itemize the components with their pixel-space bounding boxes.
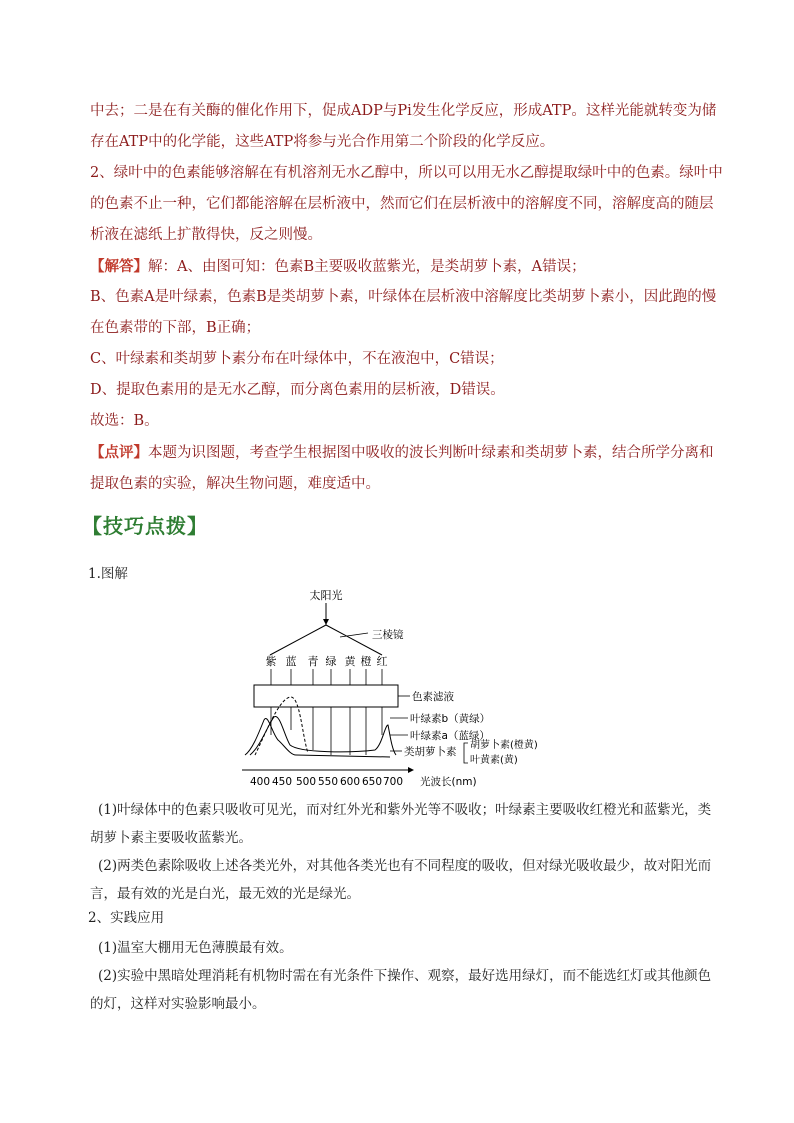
tick-400: 400 [249, 776, 271, 788]
pigment-filter-box [254, 685, 398, 707]
carotenoid-label: 类胡萝卜素 [404, 746, 457, 758]
absorption-diagram [230, 585, 570, 795]
comment-tag: 【点评】 [90, 444, 148, 461]
color-red: 红 [376, 655, 388, 668]
chl-b-label: 叶绿素b（黄绿） [410, 713, 491, 725]
tick-500: 500 [295, 776, 317, 788]
point-2: (2)两类色素除吸收上述各类光外，对其他各类光也有不同程度的吸收，但对绿光吸收最少，故对阳光而言，最有效的光是白光，最无效的光是绿光。 [90, 858, 712, 902]
answer-c: C、叶绿素和类胡萝卜素分布在叶绿体中，不在液泡中，C错误； [90, 351, 504, 367]
color-yellow: 黄 [344, 655, 356, 668]
tick-600: 600 [339, 776, 361, 788]
axis-label: 光波长(nm) [420, 776, 477, 788]
sunlight-label: 太阳光 [309, 589, 343, 602]
application-1: (1)温室大棚用无色薄膜最有效。 [98, 940, 293, 956]
color-rays [271, 669, 382, 685]
carotene-label: 胡萝卜素(橙黄) [470, 740, 538, 751]
answer-intro [90, 251, 724, 283]
paragraph-1: 中去；二是在有关酶的催化作用下，促成ADP与Pi发生化学反应，形成ATP。这样光能就转变为储存在ATP中的化学能，这些ATP将参与光合作用第二个阶段的化学反应。 [90, 103, 717, 150]
point-1: (1)叶绿体中的色素只吸收可见光，而对红外光和紫外光等不吸收；叶绿素主要吸收红橙光和蓝紫光，类胡萝卜素主要吸收蓝紫光。 [90, 802, 712, 846]
prism-label: 三棱镜 [372, 629, 404, 641]
paragraph-2: 2、绿叶中的色素能够溶解在有机溶剂无水乙醇中，所以可以用无水乙醇提取绿叶中的色素。绿叶中的色素不止一种，它们都能溶解在层析液中，然而它们在层析液中的溶解度不同，溶解度高的随层析液在滤纸上扩散得快，反之则慢。 [90, 165, 723, 243]
answer-d: D、提取色素用的是无水乙醇，而分离色素用的层析液，D错误。 [90, 382, 505, 398]
answer-intro-text: 解：A、由图可知：色素B主要吸收蓝紫光，是类胡萝卜素，A错误； [148, 259, 586, 275]
carotenoid-brace [464, 743, 468, 763]
transmitted-rays [271, 707, 382, 755]
tick-700: 700 [382, 776, 404, 788]
answer-final: 故选：B。 [90, 413, 159, 429]
tick-550: 550 [317, 776, 339, 788]
item2-title: 2、实践应用 [88, 910, 165, 926]
application-2: (2)实验中黑暗处理消耗有机物时需在有光条件下操作、观察，最好选用绿灯，而不能选红灯或其他颜色的灯，这样对实验影响最小。 [90, 968, 712, 1012]
color-cyan: 青 [307, 655, 319, 668]
x-axis-arrow [408, 767, 414, 773]
filter-label: 色素滤液 [412, 691, 454, 703]
section-title: 【技巧点拨】 [82, 514, 208, 538]
xanthophyll-label: 叶黄素(黄) [470, 755, 518, 766]
tick-650: 650 [361, 776, 383, 788]
color-green: 绿 [325, 655, 337, 668]
color-violet: 紫 [265, 655, 277, 668]
answer-tag: 【解答】 [90, 258, 148, 275]
comment-text: 本题为识图题，考查学生根据图中吸收的波长判断叶绿素和类胡萝卜素，结合所学分离和提取色素的实验，解决生物问题，难度适中。 [90, 445, 714, 492]
item1-title: 1.图解 [88, 566, 128, 582]
curve-chlorophyll-a [250, 717, 396, 755]
prism-edge-left [270, 625, 326, 655]
answer-b: B、色素A是叶绿素，色素B是类胡萝卜素，叶绿体在层析液中溶解度比类胡萝卜素小，因此跑的慢在色素带的下部，B正确； [90, 289, 717, 336]
sunlight-arrow [323, 619, 329, 625]
curve-carotenoids [255, 697, 308, 755]
color-orange: 橙 [360, 655, 372, 668]
tick-450: 450 [271, 776, 293, 788]
color-blue: 蓝 [285, 655, 297, 668]
comment [90, 437, 724, 500]
chl-a-label: 叶绿素a（蓝绿） [410, 730, 490, 742]
